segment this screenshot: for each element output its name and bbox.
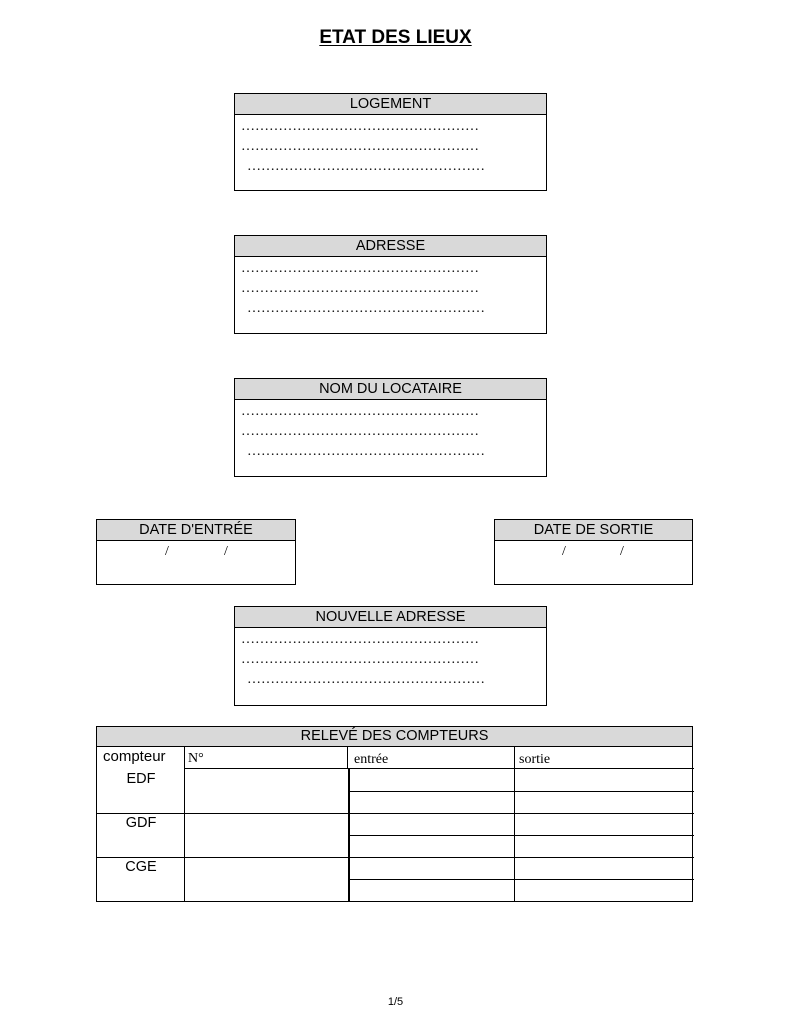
date-entree-header: DATE D'ENTRÉE bbox=[97, 520, 295, 541]
gdf-numero-cell[interactable] bbox=[185, 814, 348, 857]
adresse-box bbox=[234, 235, 547, 334]
logement-box bbox=[234, 93, 547, 191]
logement-line-3[interactable]: …………………………………………… bbox=[247, 159, 485, 174]
grid-vline-1 bbox=[184, 746, 185, 902]
date-sortie-header: DATE DE SORTIE bbox=[495, 520, 692, 541]
date-entree-sep-1: / bbox=[165, 544, 169, 559]
releve-table bbox=[96, 726, 693, 902]
adresse-line-2[interactable]: …………………………………………… bbox=[241, 281, 479, 296]
nouvelle-adresse-box bbox=[234, 606, 547, 706]
releve-header: RELEVÉ DES COMPTEURS bbox=[97, 727, 692, 747]
logement-line-1[interactable]: …………………………………………… bbox=[241, 119, 479, 134]
cge-entree-cell-2[interactable] bbox=[349, 880, 514, 901]
meter-label-gdf: GDF bbox=[125, 815, 157, 831]
gdf-entree-cell-2[interactable] bbox=[349, 836, 514, 857]
grid-hline-2 bbox=[348, 791, 694, 792]
date-sortie-sep-2: / bbox=[620, 544, 624, 559]
grid-vline-2 bbox=[347, 746, 348, 769]
grid-hline-1 bbox=[184, 768, 694, 769]
gdf-sortie-cell-1[interactable] bbox=[515, 814, 692, 835]
date-sortie-field[interactable] bbox=[495, 541, 692, 581]
nouvelle-adresse-line-3[interactable]: …………………………………………… bbox=[247, 672, 485, 687]
meter-label-cge: CGE bbox=[125, 859, 157, 875]
adresse-line-3[interactable]: …………………………………………… bbox=[247, 301, 485, 316]
edf-sortie-cell-2[interactable] bbox=[515, 792, 692, 813]
date-entree-field[interactable] bbox=[97, 541, 295, 581]
edf-entree-cell-2[interactable] bbox=[349, 792, 514, 813]
grid-hline-4 bbox=[348, 835, 694, 836]
gdf-entree-cell-1[interactable] bbox=[349, 814, 514, 835]
cge-sortie-cell-1[interactable] bbox=[515, 858, 692, 879]
date-entree-box bbox=[96, 519, 296, 585]
edf-sortie-cell-1[interactable] bbox=[515, 769, 692, 791]
page-title: ETAT DES LIEUX bbox=[319, 27, 472, 48]
grid-hline-3 bbox=[97, 813, 694, 814]
meter-label-edf: EDF bbox=[126, 771, 156, 787]
col-header-numero: N° bbox=[188, 751, 204, 766]
col-header-sortie: sortie bbox=[519, 752, 551, 767]
adresse-line-1[interactable]: …………………………………………… bbox=[241, 261, 479, 276]
cge-entree-cell-1[interactable] bbox=[349, 858, 514, 879]
locataire-line-3[interactable]: …………………………………………… bbox=[247, 444, 485, 459]
logement-header: LOGEMENT bbox=[235, 94, 546, 115]
locataire-header: NOM DU LOCATAIRE bbox=[235, 379, 546, 400]
page-number: 1/5 bbox=[387, 996, 404, 1008]
date-entree-sep-2: / bbox=[224, 544, 228, 559]
grid-hline-6 bbox=[348, 879, 694, 880]
locataire-line-2[interactable]: …………………………………………… bbox=[241, 424, 479, 439]
gdf-sortie-cell-2[interactable] bbox=[515, 836, 692, 857]
nouvelle-adresse-line-2[interactable]: …………………………………………… bbox=[241, 652, 479, 667]
cge-sortie-cell-2[interactable] bbox=[515, 880, 692, 901]
edf-numero-cell[interactable] bbox=[185, 769, 348, 813]
col-header-compteur: compteur bbox=[103, 748, 166, 765]
locataire-line-1[interactable]: …………………………………………… bbox=[241, 404, 479, 419]
date-sortie-sep-1: / bbox=[562, 544, 566, 559]
nouvelle-adresse-header: NOUVELLE ADRESSE bbox=[235, 607, 546, 628]
logement-line-2[interactable]: …………………………………………… bbox=[241, 139, 479, 154]
nouvelle-adresse-line-1[interactable]: …………………………………………… bbox=[241, 632, 479, 647]
col-header-entree: entrée bbox=[354, 752, 389, 767]
grid-hline-5 bbox=[97, 857, 694, 858]
date-sortie-box bbox=[494, 519, 693, 585]
adresse-header: ADRESSE bbox=[235, 236, 546, 257]
edf-entree-cell-1[interactable] bbox=[349, 769, 514, 791]
locataire-box bbox=[234, 378, 547, 477]
cge-numero-cell[interactable] bbox=[185, 858, 348, 901]
